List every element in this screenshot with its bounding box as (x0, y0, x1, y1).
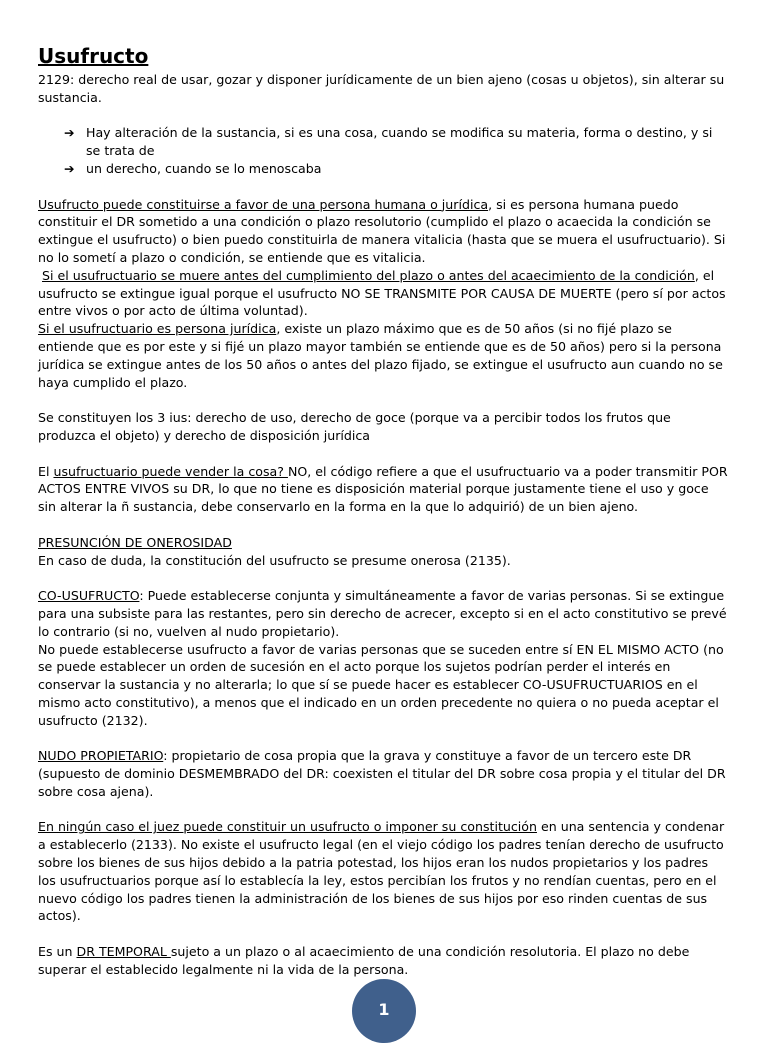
paragraph-vender: El usufructuario puede vender la cosa? NO, el código refiere a que el usufructuario va a poder transmitir POR ACTOS ENTRE VIVOS su DR, lo que no tiene es disposición material porque justamente tiene el uso y goce sin alterar la ñ sustancia, debe conservarlo en la forma en la que lo adquirió) de un bien ajeno. (38, 463, 728, 515)
paragraph-nudo-propietario: NUDO PROPIETARIO: propietario de cosa propia que la grava y constituye a favor de un tercero este DR (supuesto de dominio DESMEMBRADO del DR: coexisten el titular del DR sobre cosa propia y el titular del DR sobre cosa ajena). (38, 748, 726, 799)
definition-paragraph: 2129: derecho real de usar, gozar y disponer jurídicamente de un bien ajeno (cosas u objetos), sin alterar su sustancia. (38, 72, 725, 105)
document-page (38, 44, 728, 979)
paragraph-mismo-acto: No puede establecerse usufructo a favor de varias personas que se suceden entre sí EN EL MISMO ACTO (no se puede establecer un orden de sucesión en el acto porque los sujetos podrían perder el interés en conservar la sustancia y no alterarla; lo que sí se puede hacer es establecer CO-USUFRUCTUARIOS en el mismo acto constitutivo), a menos que el indicado en un orden precedente no quiera o no pueda aceptar el usufructo (2132). (38, 641, 724, 728)
list-item: ➔ un derecho, cuando se lo menoscaba (64, 160, 322, 176)
paragraph-juez: En ningún caso el juez puede constituir un usufructo o imponer su constitución en una sentencia y condenar a establecerlo (2133). No existe el usufructo legal (en el viejo código los padres tenían derecho de usufructo sobre los bienes de sus hijos debido a la patria potestad, los hijos eran los nudos propietarios y los padres los usufructuarios porque así lo establecía la ley, estos percibían los frutos y no rendían cuentas, pero en el nuevo código los padres tienen la administración de los bienes de sus hijos por eso rinden cuentas de sus actos). (38, 819, 725, 924)
paragraph-ius: Se constituyen los 3 ius: derecho de uso, derecho de goce (porque va a percibir todos los frutos que produzca el objeto) y derecho de disposición jurídica (38, 410, 671, 443)
arrow-right-icon: ➔ (64, 160, 75, 176)
bullet-list (38, 124, 728, 177)
page-title: Usufructo (38, 44, 149, 68)
page-number-badge: 1 (352, 979, 416, 1043)
arrow-right-icon: ➔ (64, 125, 75, 141)
paragraph-constitucion: Usufructo puede constituirse a favor de una persona humana o jurídica, si es persona humana puedo constituir el DR sometido a una condición o plazo resolutorio (cumplido el plazo o acaecida la condición se extingue el usufructo) o bien puedo constituirla de manera vitalicia (hasta que se muera el usufructuario). Si no lo sometí a plazo o condición, se entiende que es vitalicia. (38, 196, 726, 265)
list-item: ➔ Hay alteración de la sustancia, si es una cosa, cuando se modifica su materia, forma o destino, y si se trata de (64, 125, 713, 159)
paragraph-co-usufructo: CO-USUFRUCTO: Puede establecerse conjunta y simultáneamente a favor de varias personas. Si se extingue para una subsiste para las restantes, pero sin derecho de acrecer, excepto si en el acto constitutivo se prevé lo contrario (si no, vuelven al nudo propietario). (38, 588, 727, 639)
paragraph-temporal: Es un DR TEMPORAL sujeto a un plazo o al acaecimiento de una condición resolutoria. El plazo no debe superar el establecido legalmente ni la vida de la persona. (38, 944, 690, 977)
paragraph-persona-juridica: Si el usufructuario es persona jurídica, existe un plazo máximo que es de 50 años (si no fijé plazo se entiende que es por este y si fijé un plazo mayor también se entiende que es de 50 años) pero si la persona jurídica se extingue antes de los 50 años o antes del plazo fijado, se extingue el usufructo aun cuando no se haya cumplido el plazo. (38, 321, 723, 390)
paragraph-muerte: Si el usufructuario se muere antes del cumplimiento del plazo o antes del acaecimiento de la condición, el usufructo se extingue igual porque el usufructo NO SE TRANSMITE POR CAUSA DE MUERTE (pero sí por actos entre vivos o por acto de última voluntad). (38, 267, 726, 319)
paragraph-onerosa: En caso de duda, la constitución del usufructo se presume onerosa (2135). (38, 552, 511, 568)
heading-presuncion: PRESUNCIÓN DE ONEROSIDAD (38, 534, 232, 550)
